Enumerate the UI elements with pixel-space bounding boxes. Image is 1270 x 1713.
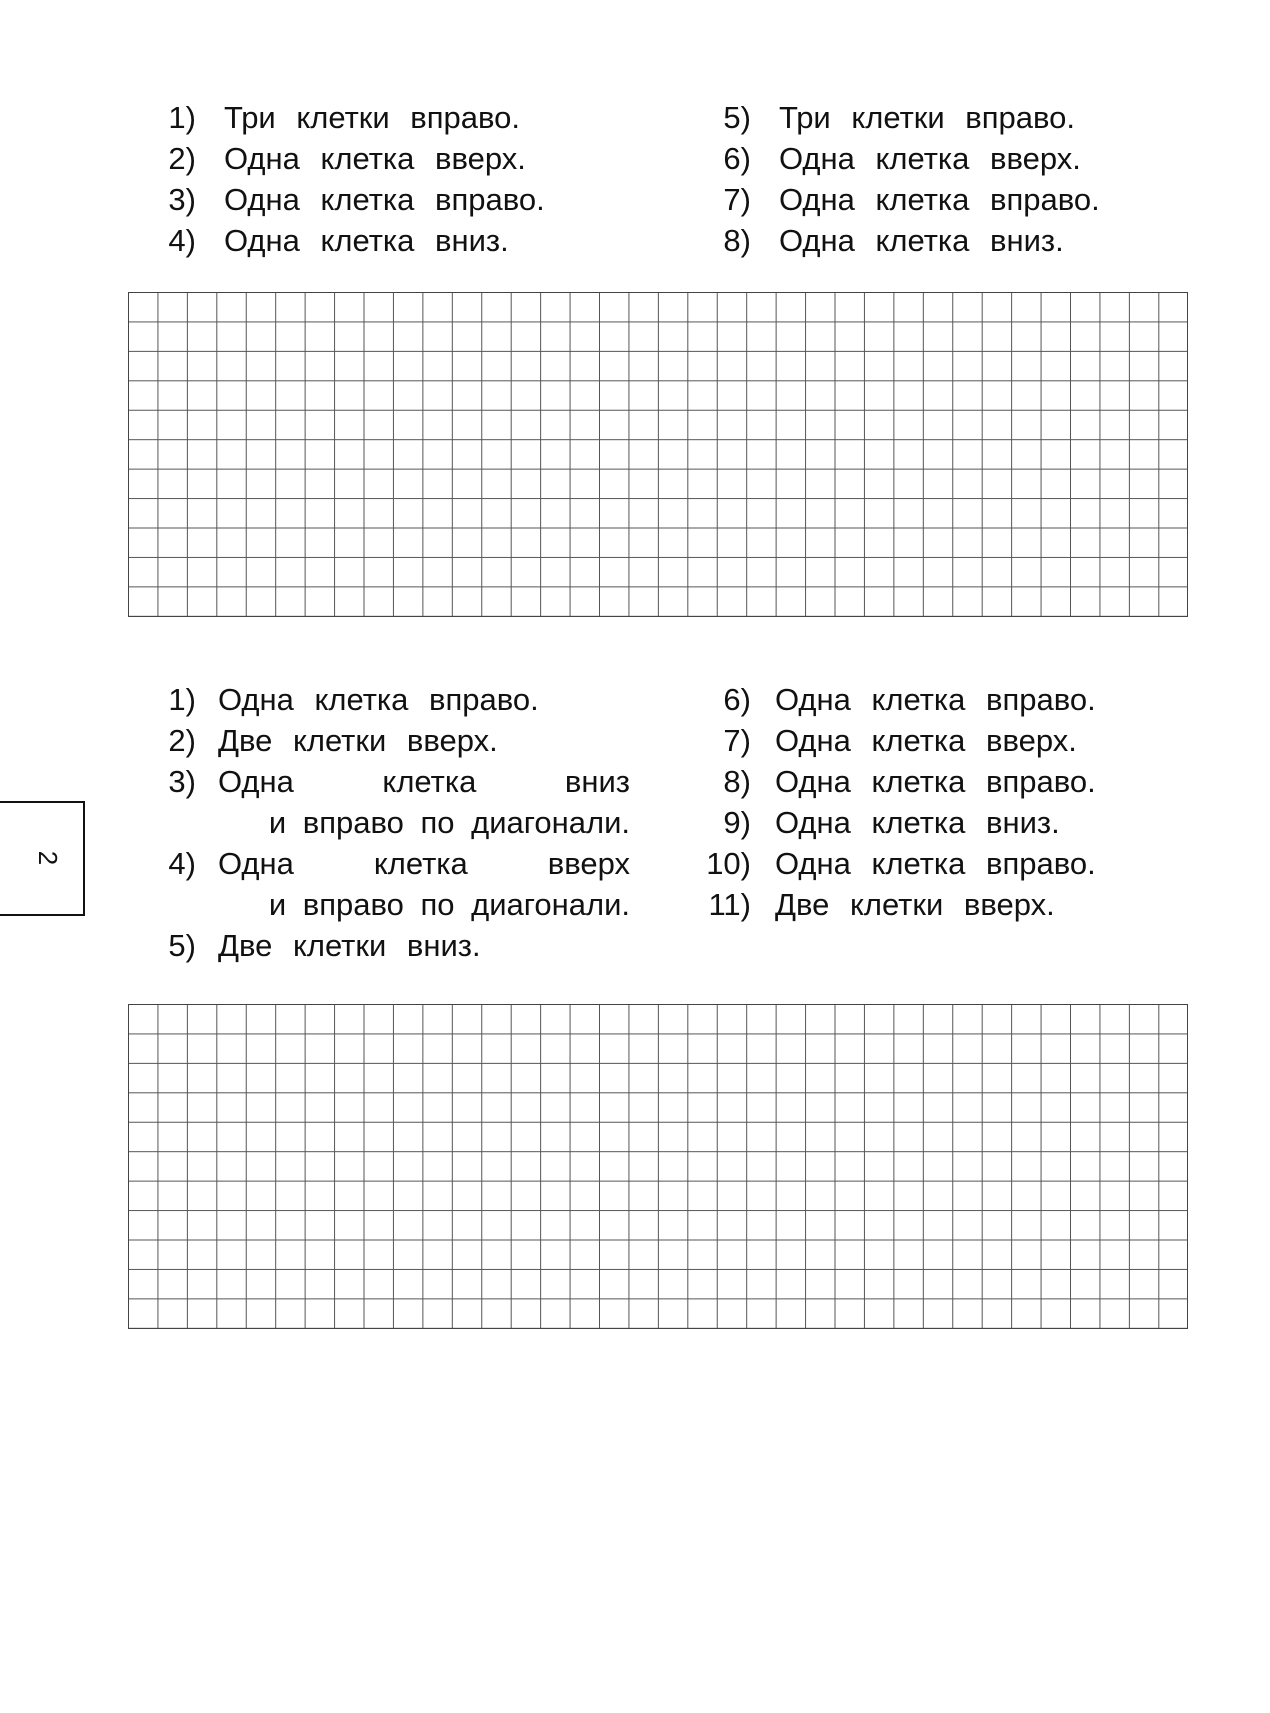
exercise-1-left-list [160, 98, 610, 268]
item-text: Одна клетка вверх. [779, 141, 1081, 176]
drawing-grid-1[interactable] [128, 292, 1188, 617]
item-number: 4) [168, 223, 196, 258]
item-word: клетка [382, 764, 477, 799]
item-number: 3) [168, 182, 196, 217]
item-text: Одна клетка вправо. [775, 764, 1096, 799]
item-text: Одна клетка вправо. [779, 182, 1100, 217]
drawing-grid-2[interactable] [128, 1004, 1188, 1329]
page-number: 2 [33, 850, 63, 866]
item-word: Одна [218, 764, 294, 799]
exercise-1-right-list [715, 98, 1195, 268]
item-text: Три клетки вправо. [779, 100, 1075, 135]
item-text [218, 844, 630, 884]
item-number: 5) [723, 100, 751, 135]
item-number: 1) [168, 682, 196, 717]
item-text: Две клетки вниз. [218, 928, 481, 963]
item-text: Одна клетка вправо. [775, 846, 1096, 881]
item-number: 10) [706, 846, 751, 881]
item-word: клетка [373, 846, 468, 881]
item-text: Три клетки вправо. [224, 100, 520, 135]
item-text: Одна клетка вправо. [218, 682, 539, 717]
item-text [218, 762, 630, 802]
item-number: 7) [723, 723, 751, 758]
item-number: 8) [723, 764, 751, 799]
item-text: и вправо по диагонали. [268, 805, 630, 840]
item-text: Две клетки вверх. [218, 723, 498, 758]
item-text: Одна клетка вправо. [224, 182, 545, 217]
item-text: Две клетки вверх. [775, 887, 1055, 922]
item-text: Одна клетка вверх. [224, 141, 526, 176]
item-number: 3) [168, 764, 196, 799]
item-text: Одна клетка вверх. [775, 723, 1077, 758]
item-word: вниз [564, 764, 630, 799]
item-text: Одна клетка вниз. [775, 805, 1060, 840]
item-number: 7) [723, 182, 751, 217]
item-number: 4) [168, 846, 196, 881]
exercise-2-right-list [695, 680, 1175, 930]
item-number: 5) [168, 928, 196, 963]
item-number: 9) [723, 805, 751, 840]
item-number: 1) [168, 100, 196, 135]
item-number: 2) [168, 723, 196, 758]
item-number: 6) [723, 682, 751, 717]
item-text: Одна клетка вниз. [779, 223, 1064, 258]
item-text: Одна клетка вправо. [775, 682, 1096, 717]
item-text: и вправо по диагонали. [268, 887, 630, 922]
item-number: 8) [723, 223, 751, 258]
exercise-2-left-list [160, 680, 640, 970]
item-word: вверх [547, 846, 630, 881]
item-number: 2) [168, 141, 196, 176]
item-word: Одна [218, 846, 294, 881]
item-number: 6) [723, 141, 751, 176]
item-text: Одна клетка вниз. [224, 223, 509, 258]
item-number: 11) [708, 887, 751, 922]
